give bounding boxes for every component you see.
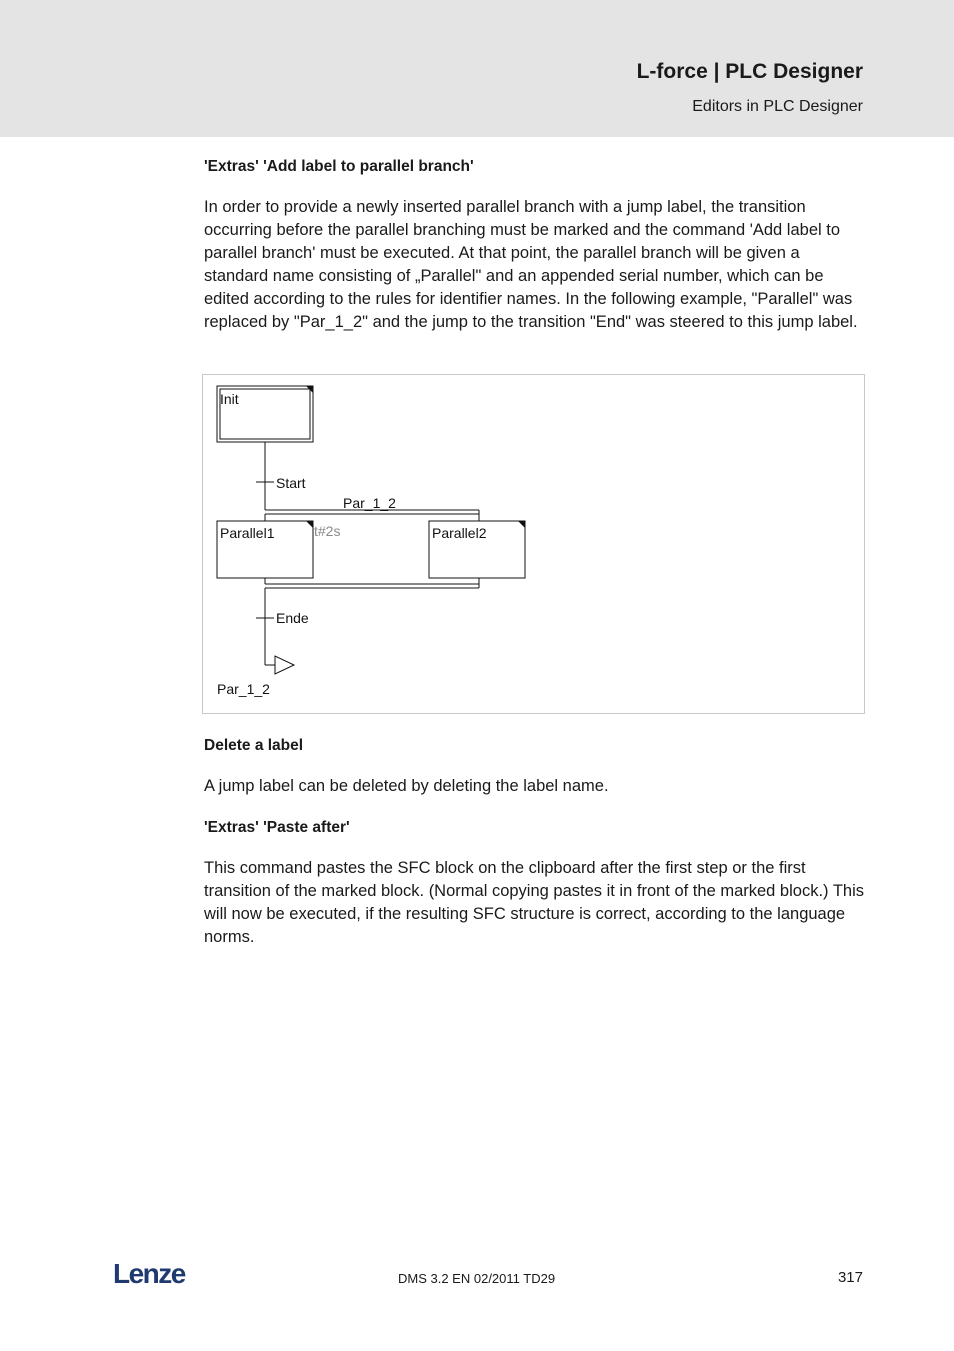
section-add-label <box>204 155 866 334</box>
section-heading: Delete a label <box>204 737 304 754</box>
step-parallel2-corner-marker <box>518 521 525 528</box>
transition-start-label: Start <box>276 475 306 491</box>
step-parallel1-corner-marker <box>306 521 313 528</box>
section-paste-after <box>204 816 866 949</box>
step-init-label: Init <box>220 391 239 407</box>
page-number: 317 <box>837 1269 863 1286</box>
footer-doc-id: DMS 3.2 EN 02/2011 TD29 <box>398 1271 556 1286</box>
section-body: This command pastes the SFC block on the clipboard after the first step or the first transition of the marked block. (Normal copying pastes it in front of the marked block.) This will now be executed, if the resulting SFC structure is correct, according to the language norms. <box>204 859 864 946</box>
branch-label: Par_1_2 <box>343 495 396 511</box>
section-body: A jump label can be deleted by deleting the label name. <box>204 777 609 795</box>
header-title: L-force | PLC Designer <box>636 60 863 83</box>
sfc-diagram-svg <box>203 375 866 715</box>
section-delete-label <box>204 734 866 798</box>
section-body: In order to provide a newly inserted parallel branch with a jump label, the transition occurring before the parallel branching must be marked and the command 'Add label to parallel branch' must be executed. At that point, the parallel branch will be given a standard name consisting of „Parallel" and an appended serial number, which can be edited according to the rules for identifier names. In the following example, "Parallel" was replaced by "Par_1_2" and the jump to the transition "End" was steered to this jump label. <box>204 198 858 331</box>
jump-arrow-icon <box>275 656 294 674</box>
header-subtitle: Editors in PLC Designer <box>692 98 863 115</box>
lenze-logo: Lenze <box>113 1258 185 1289</box>
time-label: t#2s <box>314 523 341 539</box>
transition-end-label: Ende <box>276 610 309 626</box>
jump-target-label: Par_1_2 <box>217 681 270 697</box>
section-heading: 'Extras' 'Add label to parallel branch' <box>204 158 474 175</box>
page-header <box>0 0 954 137</box>
section-heading: 'Extras' 'Paste after' <box>204 819 350 836</box>
sfc-diagram <box>202 374 865 714</box>
step-parallel1-label: Parallel1 <box>220 525 275 541</box>
step-parallel2-label: Parallel2 <box>432 525 487 541</box>
